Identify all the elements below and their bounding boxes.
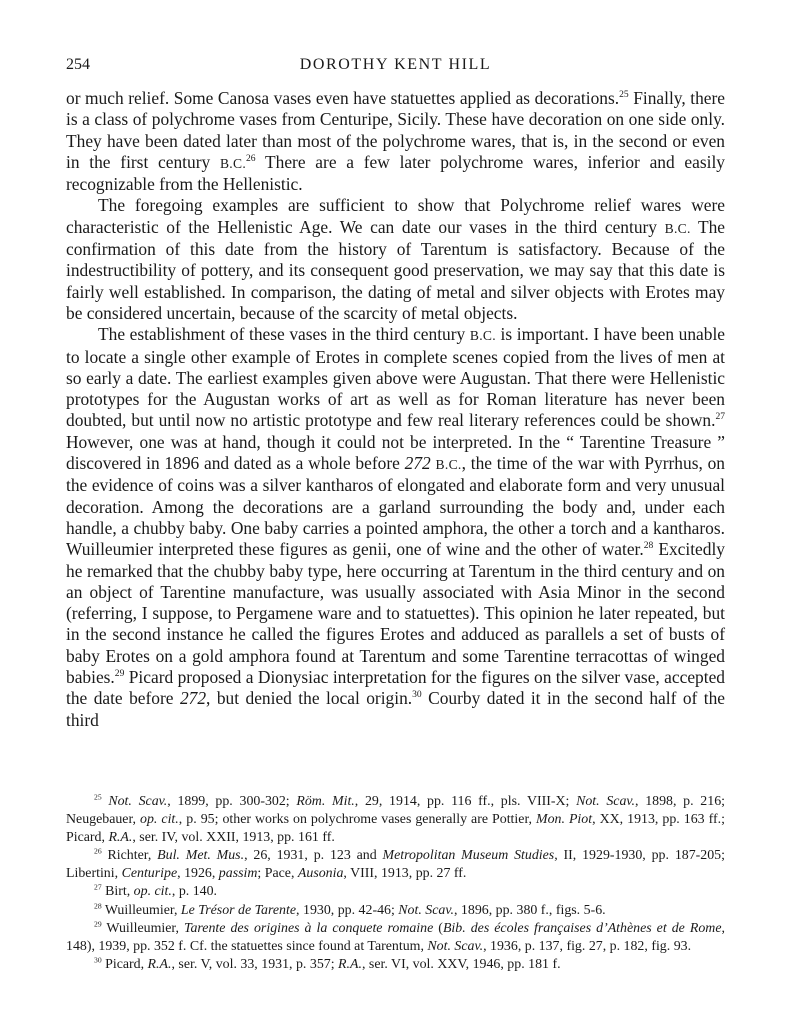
footnote-number: 26	[94, 846, 102, 856]
text-run: or much relief. Some Canosa vases even have statuettes applied as decorations.	[66, 88, 620, 108]
italic-text: Metropolitan Museum Studies	[382, 848, 555, 864]
text-run: The establishment of these vases in the third century	[98, 324, 470, 345]
italic-text: R.A.	[108, 830, 133, 846]
text-run: The confirmation of this date from the history of Tarentum is satisfactory. Because of the indestructibility of pottery, and its consequent good preservation, we may say that this date is fairly well established. In comparison, the dating of metal and silver objects with Erotes may be considered uncertain, because of the scarcity of metal objects.	[66, 216, 725, 323]
text-run: , XX, 1913, pp. 163 ff.; Picard,	[66, 812, 725, 846]
footnote	[66, 793, 725, 847]
text-run: Birt,	[105, 884, 134, 900]
footnote-ref: 30	[412, 689, 422, 701]
text-run: Picard proposed a Dionysiac interpretation for the figures on the silver vase, accepted the date before	[66, 667, 725, 709]
footnote-number: 29	[94, 919, 102, 929]
text-run: However, one was at hand, though it could not be interpreted. In the “ Tarentine Treasure ” discovered in 1896 and dated as a whole before	[66, 431, 725, 474]
text-run: , 1930, pp. 42-46;	[296, 902, 399, 918]
text-run: The foregoing examples are sufficient to show that Polychrome relief wares were characteristic of the Hellenistic Age. We can date our vases in the third century	[66, 195, 725, 237]
text-run: , p. 95; other works on polychrome vases generally are Pottier,	[178, 812, 536, 828]
footnote	[66, 920, 725, 956]
italic-text: Röm. Mit.	[296, 794, 355, 809]
italic-text: Bul. Met. Mus.	[157, 848, 245, 864]
italic-text: Not. Scav.	[427, 938, 484, 954]
italic-text: Ausonia	[297, 866, 344, 882]
italic-text: Tarente des origines à la conquete romaine	[184, 920, 434, 936]
text-run: Courby dated it in the second half of the third	[66, 688, 725, 730]
footnote-ref: 28	[643, 540, 654, 552]
text-run: Richter,	[107, 848, 158, 864]
footnote-ref: 27	[715, 411, 725, 423]
text-run: ; Pace,	[257, 866, 298, 882]
text-run: , ser. V, vol. 33, 1931, p. 357;	[171, 956, 339, 972]
text-run: , ser. IV, vol. XXII, 1913, pp. 161 ff.	[132, 830, 335, 846]
paragraph	[66, 88, 725, 195]
text-run: , but denied the local origin.	[206, 688, 413, 709]
text-run: , II, 1929-1930, pp. 187-205; Libertini,	[66, 848, 725, 882]
footnote-ref: 25	[619, 89, 629, 101]
italic-text: R.A.	[147, 956, 172, 972]
italic-text: Centuripe	[121, 866, 178, 882]
italic-text: Le Trésor de Tarente	[180, 902, 297, 918]
text-run: , 26, 1931, p. 123 and	[244, 848, 383, 864]
italic-text: 272	[404, 453, 431, 474]
footnote-number: 27	[94, 882, 102, 892]
text-run: Finally, there is a class of polychrome vases from Centuripe, Sicily. These have decoration on one side only. They have been dated later than most of the polychrome wares, that is, in the second or even in the first century	[66, 88, 725, 172]
italic-text: Mon. Piot	[536, 812, 593, 828]
text-run: , 1936, p. 137, fig. 27, p. 182, fig. 93.	[483, 938, 692, 954]
italic-text: op. cit.	[140, 812, 179, 828]
italic-text: passim	[218, 866, 258, 882]
text-run: , ser. VI, vol. XXV, 1946, pp. 181 f.	[361, 956, 561, 972]
text-run: is important. I have been unable to locate a single other example of Erotes in complete scenes copied from the lives of men at so early a date. The earliest examples given above were Augustan. That there were Hellenistic prototypes for the Augustan works of art as well as for Roman literature has never been doubted, but until now no artistic prototype and few real literary references could be shown.	[66, 324, 725, 431]
footnote	[66, 956, 725, 974]
footnote-ref: 26	[246, 153, 256, 165]
italic-text: 272	[179, 688, 207, 709]
footnotes	[66, 793, 725, 974]
footnote	[66, 847, 725, 883]
text-run: Excitedly he remarked that the chubby baby type, here occurring at Tarentum in the third century and on an object of Tarentine manufacture, was usually associated with Asia Minor in the second (referring, I suppose, to Pergamene ware and to statuettes). This opinion he later repeated, but in the second instance he called the figures Erotes and adduced as parallels a set of busts of baby Erotes on a gold amphora found at Tarentum and some Tarentine terracottas of winged babies.	[66, 539, 725, 688]
running-head: DOROTHY KENT HILL	[299, 56, 492, 73]
paragraph	[66, 324, 725, 731]
text-run: , 29, 1914, pp. 116 ff., pls. VIII-X;	[354, 794, 577, 809]
italic-text: Not. Scav.	[108, 794, 168, 809]
text-run: , VIII, 1913, pp. 27 ff.	[343, 866, 467, 882]
small-caps-text: B.C.	[469, 328, 496, 344]
small-caps-text: B.C.	[219, 155, 247, 171]
page-header	[66, 56, 725, 80]
small-caps-text: B.C.	[664, 220, 691, 236]
page-number: 254	[66, 56, 90, 73]
italic-text: R.A.	[338, 956, 362, 972]
text-run: , the time of the war with Pyrrhus, on the evidence of coins was a silver kantharos of elongated and elaborate form and very unusual decoration. Among the decorations are a garland surrounding the body and, under each handle, a chubby baby. One baby carries a pointed amphora, the other a torch and a kantharos. Wuilleumier interpreted these figures as genii, one of wine and the other of water.	[66, 453, 725, 560]
footnote-number: 30	[94, 955, 102, 965]
small-caps-text: B.C.	[435, 457, 462, 473]
italic-text: op. cit.	[133, 884, 172, 900]
text-run: , 1896, pp. 380 f., figs. 5-6.	[453, 902, 606, 918]
paragraph	[66, 195, 725, 324]
footnote	[66, 883, 725, 901]
footnote-number: 28	[94, 900, 102, 910]
footnote-ref: 29	[114, 668, 125, 680]
text-run: , p. 140.	[171, 884, 218, 900]
italic-text: Not. Scav.	[576, 794, 636, 809]
text-run: , 1898, p. 216; Neugebauer,	[66, 794, 725, 828]
text-run: Wuilleumier,	[106, 920, 184, 936]
text-run: , 148), 1939, pp. 352 f. Cf. the statuettes since found at Tarentum,	[66, 920, 725, 954]
text-run: Wuilleumier,	[104, 902, 181, 918]
text-run: , 1926,	[177, 866, 219, 882]
text-run: (	[433, 920, 443, 936]
body-text	[66, 88, 725, 731]
text-run: Picard,	[105, 956, 148, 972]
text-run: There are a few later polychrome wares, inferior and easily recognizable from the Hellenistic.	[66, 151, 726, 195]
text-run: , 1899, pp. 300-302;	[167, 794, 297, 809]
italic-text: Not. Scav.	[398, 902, 454, 918]
footnote	[66, 902, 725, 920]
footnote-number: 25	[94, 792, 102, 802]
italic-text: Bib. des écoles françaises d’Athènes et de Rome	[442, 920, 722, 936]
